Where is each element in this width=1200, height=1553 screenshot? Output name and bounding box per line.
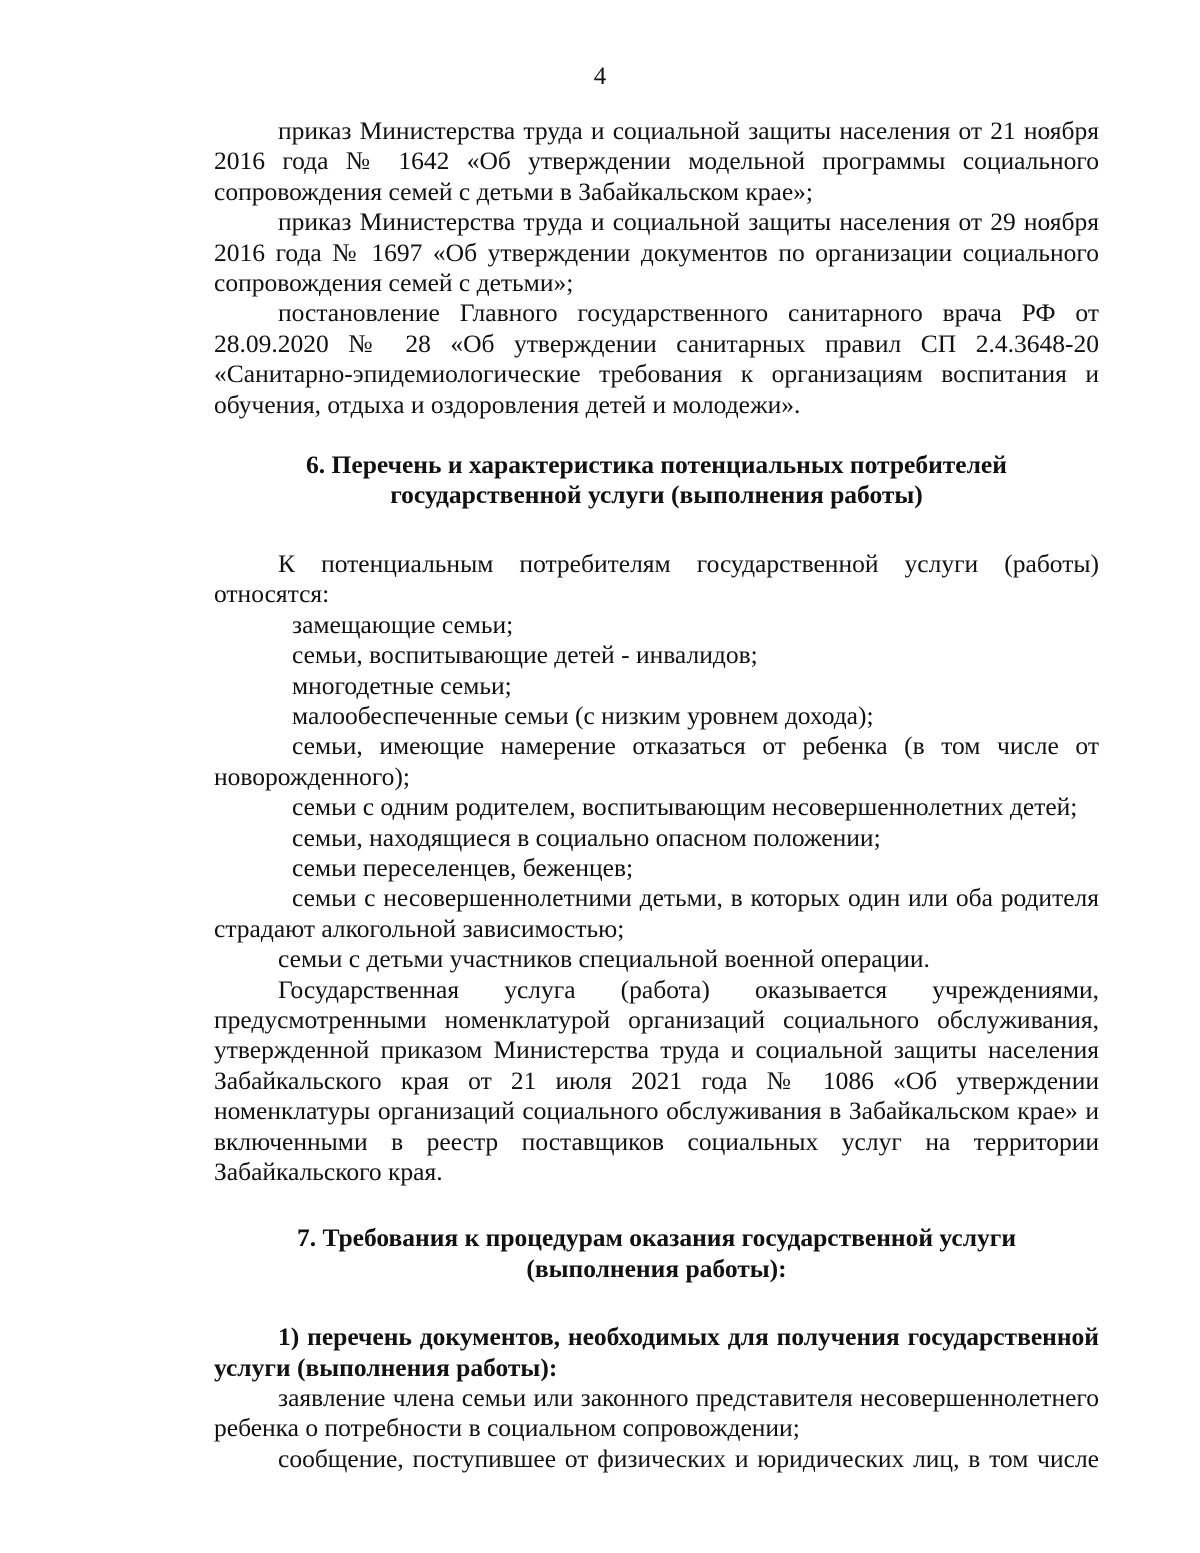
section-6-closing: Государственная услуга (работа) оказывается учреждениями, предусмотренными номенклатурой организаций социального обслуживания, утвержденной приказом Министерства труда и социальной защиты населения Забайкальского края от 21 июля 2021 года № 1086 «Об утверждении номенклатуры организаций социального обслуживания в Забайкальском крае» и включенными в реестр поставщиков социальных услуг на территории Забайкальского края.	[214, 974, 1099, 1186]
section-7-title	[214, 1223, 1099, 1284]
consumer-item: семьи переселенцев, беженцев;	[292, 852, 634, 882]
paragraph-order-1642: приказ Министерства труда и социальной защиты населения от 21 ноября 2016 года № 1642 «Об утверждении модельной программы социального сопровождения семей с детьми в Забайкальском крае»;	[214, 116, 1099, 206]
consumer-item: семьи, имеющие намерение отказаться от ребенка (в том числе от новорожденного);	[214, 731, 1099, 791]
consumer-item: семьи, воспитывающие детей - инвалидов;	[292, 640, 758, 670]
required-document: сообщение, поступившее от физических и юридических лиц, в том числе	[278, 1443, 1099, 1473]
section-6-title-line1: 6. Перечень и характеристика потенциальных потребителей	[306, 450, 1007, 480]
consumer-item: семьи с несовершеннолетними детьми, в которых один или оба родителя страдают алкогольной зависимостью;	[214, 883, 1099, 943]
section-7-title-line2: (выполнения работы):	[526, 1253, 787, 1283]
section-6-intro: К потенциальным потребителям государственной услуги (работы) относятся:	[214, 548, 1099, 609]
page-number: 4	[593, 63, 607, 90]
consumer-item: семьи, находящиеся в социально опасном положении;	[292, 822, 881, 852]
section-6-title	[214, 450, 1099, 511]
consumer-item: семьи с одним родителем, воспитывающим несовершеннолетних детей;	[292, 792, 1078, 822]
consumer-item: многодетные семьи;	[292, 670, 512, 700]
page-content	[214, 116, 1099, 1474]
consumer-item: замещающие семьи;	[292, 609, 514, 639]
section-7-item-1-heading: 1) перечень документов, необходимых для получения государственной услуги (выполнения работы):	[214, 1322, 1099, 1382]
consumer-item: семьи с детьми участников специальной военной операции.	[278, 944, 930, 974]
section-6-title-line2: государственной услуги (выполнения работы)	[390, 480, 923, 510]
section-7-title-line1: 7. Требования к процедурам оказания государственной услуги	[296, 1223, 1017, 1253]
paragraph-order-1697: приказ Министерства труда и социальной защиты населения от 29 ноября 2016 года № 1697 «Об утверждении документов по организации социального сопровождения семей с детьми»;	[214, 207, 1099, 298]
consumer-item: малообеспеченные семьи (с низким уровнем дохода);	[292, 700, 874, 730]
required-document: заявление члена семьи или законного представителя несовершеннолетнего ребенка о потребности в социальном сопровождении;	[214, 1383, 1099, 1443]
paragraph-resolution-28: постановление Главного государственного санитарного врача РФ от 28.09.2020 № 28 «Об утверждении санитарных правил СП 2.4.3648-20 «Санитарно-эпидемиологические требования к организациям воспитания и обучения, отдыха и оздоровления детей и молодежи».	[214, 298, 1099, 419]
